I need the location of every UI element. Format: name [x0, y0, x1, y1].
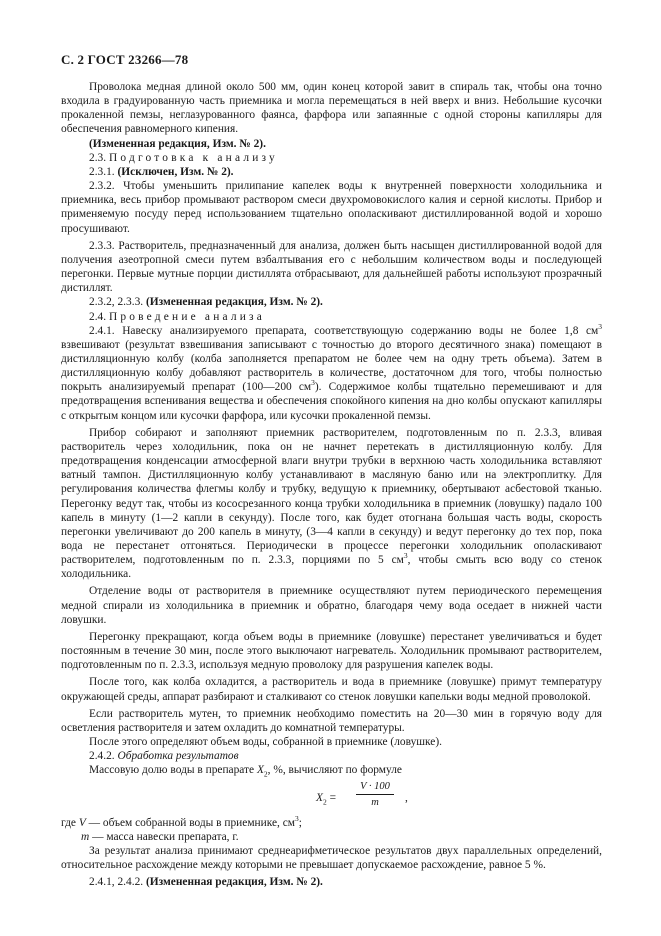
superscript: 3: [598, 321, 602, 331]
paragraph-2-3-3: 2.3.3. Растворитель, предназначенный для анализа, должен быть насыщен дистиллированной водой для получения азеотропной смеси путем взбалтывания его с небольшим количеством воды и последующей перегонки. Первые мутные порции дистиллята отбрасывают, для дальнейшей работы используют прозрачный дистиллят.: [61, 239, 602, 295]
section-number: 2.3.: [89, 151, 107, 164]
subscript: 2: [263, 769, 268, 779]
paragraph-volume: После этого определяют объем воды, собранной в приемнике (ловушке).: [89, 736, 442, 749]
paragraph-formula-intro: [61, 763, 602, 777]
definition-m: [61, 830, 602, 844]
paragraph-assembly: [61, 426, 602, 582]
amendment-2-3-2-2-3-3: [61, 295, 602, 309]
superscript: 3: [403, 551, 408, 561]
paragraph-stop: Перегонку прекращают, когда объем воды в приемнике (ловушке) перестанет увеличиваться и будет постоянным в течение 30 мин, после этого выключают нагреватель. Холодильник промывают растворителем, подготовленным по п. 2.3.3, используя медную проволоку для разрушения капелек воды.: [61, 630, 602, 672]
section-title: Проведение анализа: [108, 310, 265, 323]
clause-text: (Исключен, Изм. № 2).: [117, 165, 234, 178]
variable: X: [316, 791, 323, 804]
section-heading-results: [61, 749, 602, 763]
equals-sign: =: [326, 791, 336, 804]
formula-comma: ,: [405, 791, 408, 804]
text-run: ). Содержимое колбы тщательно перемешивают и для предотвращения вспенивания вещества и обеспечения спокойного кипения на дно колбы опускают капилляры с открытым концом или кусочки фарфора, или кусочки прокаленной пемзы.: [61, 381, 602, 422]
text-run: где: [61, 816, 79, 829]
text-run: Массовую долю воды в препарате: [89, 764, 257, 777]
text-run: — масса навески препарата, г.: [89, 830, 239, 843]
paragraph-cooling: После того, как колба охладится, а растворитель и вода в приемнике (ловушке) примут температуру окружающей среды, аппарат разбирают и сталкивают со стенок ловушки капельки воды медной проволокой.: [61, 676, 602, 703]
paragraph-separation: Отделение воды от растворителя в приемнике осуществляют путем периодического перемещения медной спирали из холодильника в приемник и обратно, благодаря чему вода оседает в нижней части ловушки.: [61, 585, 602, 626]
section-number: 2.4.2.: [89, 750, 115, 763]
amendment-note: (Измененная редакция, Изм. № 2).: [89, 137, 266, 150]
section-number: 2.4.: [89, 310, 107, 323]
paragraph-2-3-2: 2.3.2. Чтобы уменьшить прилипание капелек воды к внутренней поверхности холодильника и приемника, весь прибор промывают раствором смеси двухромовокислого калия и серной кислоты. Прибор и применяемую посуду перед использованием тщательно ополаскивают дистиллированной водой и хорошо просушивают.: [61, 180, 602, 235]
text-run: 2.4.1. Навеску анализируемого препарата, соответствующую содержанию воды не более 1,8 см: [89, 324, 599, 337]
section-title: Подготовка к анализу: [108, 151, 278, 164]
text-run: , чтобы смыть всю воду со стенок холодильника.: [61, 554, 602, 581]
text-run: ;: [298, 816, 302, 829]
section-heading-preparation: [61, 151, 602, 165]
fraction-bar: [356, 794, 394, 795]
superscript: 3: [295, 813, 299, 823]
fraction-denominator: m: [371, 796, 379, 808]
clause-text: (Измененная редакция, Изм. № 2).: [145, 876, 323, 889]
text-run: взвешивают (результат взвешивания записывают с точностью до второго десятичного знака) помещают в дистилляционную колбу (колба заполняется препаратом не более чем на одну треть объема). Затем в дистилляционную колбу добавляют растворитель в количестве, достаточном для того, чтобы полностью покрыть анализируемый препарат (100—200 см: [61, 338, 602, 394]
paragraph-result: За результат анализа принимают среднеарифметическое результатов двух параллельных определений, относительное расхождение между которыми не превышает допускаемое расхождение, равное 5 %.: [61, 844, 602, 871]
paragraph-equipment: Проволока медная длиной около 500 мм, один конец которой завит в спираль так, чтобы она точно входила в градуированную часть приемника и могла перемещаться в ней вверх и вниз. Небольшие кусочки прокаленной пемзы, неглазурованного фаянса, фарфора или запаянные с одной стороны капилляры для обеспечения равномерного кипения.: [61, 81, 602, 136]
text-run: Прибор собирают и заполняют приемник растворителем, подготовленным по п. 2.3.3, вливая растворитель через холодильник, пока он не начнет перетекать в дистилляционную колбу. Для предотвращения конденсации атмосферной влаги внутри трубки в верхнюю часть холодильника вставляют ватный тампон. Дистилляционную колбу устанавливают в масляную баню или на электроплитку. Для регулирования количества флегмы колбу и трубку, ведущую к приемнику, обертывают асбестовой тканью. Перегонку ведут так, чтобы из кососрезанного конца трубки холодильника в приемник (ловушку) падало 100 капель в минуту (1—2 капли в секунду). После того, как будет отогнана большая часть воды, скорость перегонки увеличивают до 200 капель в минуту, (3—4 капли в секунду) и ведут перегонку до тех пор, пока вода не перестанет отгоняться. Периодически в процессе перегонки холодильник ополаскивают растворителем, подготовленным по п. 2.3.3, порциями по 5 см: [61, 426, 602, 567]
section-title: Обработка результатов: [117, 750, 239, 763]
fraction-numerator: V · 100: [360, 780, 390, 792]
clause-number: 2.4.1, 2.4.2.: [89, 876, 144, 889]
definition-v: [61, 813, 602, 830]
document-body: [61, 80, 602, 889]
variable: V: [78, 816, 86, 829]
variable: X: [256, 764, 264, 777]
paragraph-2-4-1: [61, 321, 602, 423]
superscript: 3: [311, 378, 315, 388]
clause-text: (Измененная редакция, Изм. № 2).: [145, 296, 323, 309]
page-header: С. 2 ГОСТ 23266—78: [61, 52, 189, 67]
formula-fraction: [352, 780, 398, 810]
subscript: 2: [322, 796, 327, 806]
clause-number: 2.3.2, 2.3.3.: [89, 296, 144, 309]
text-run: , %, вычисляют по формуле: [267, 764, 402, 777]
section-heading-analysis: [61, 310, 602, 324]
clause-number: 2.3.1.: [89, 165, 115, 178]
paragraph-turbid: Если растворитель мутен, то приемник необходимо поместить на 20—30 мин в горячую воду для осветления растворителя и затем охладить до комнатной температуры.: [61, 707, 602, 734]
amendment-2-4-1-2-4-2: [61, 875, 602, 889]
text-run: — объем собранной воды в приемнике, см: [85, 816, 295, 829]
formula-lhs: [316, 791, 336, 805]
paragraph-2-3-1: [61, 165, 602, 179]
variable: m: [81, 830, 90, 843]
formula: [61, 780, 602, 814]
